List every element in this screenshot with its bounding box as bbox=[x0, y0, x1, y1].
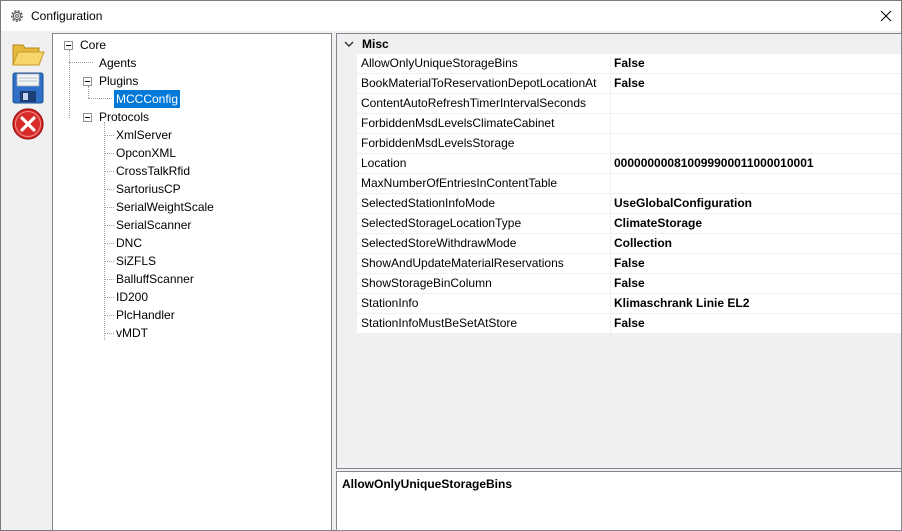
title-bar bbox=[1, 1, 901, 31]
property-row[interactable] bbox=[337, 214, 901, 234]
property-row[interactable] bbox=[337, 314, 901, 334]
open-button[interactable] bbox=[11, 39, 45, 71]
save-button[interactable] bbox=[11, 71, 45, 103]
row-gutter bbox=[337, 134, 357, 154]
property-row[interactable] bbox=[337, 274, 901, 294]
row-gutter bbox=[337, 94, 357, 114]
property-value[interactable]: False bbox=[611, 74, 901, 94]
row-gutter bbox=[337, 254, 357, 274]
row-gutter bbox=[337, 234, 357, 254]
collapse-icon[interactable] bbox=[83, 113, 92, 122]
property-name[interactable]: SelectedStoreWithdrawMode bbox=[357, 234, 611, 254]
property-value[interactable] bbox=[611, 174, 901, 194]
row-gutter bbox=[337, 194, 357, 214]
property-value[interactable]: False bbox=[611, 274, 901, 294]
description-title: AllowOnlyUniqueStorageBins bbox=[342, 477, 513, 491]
property-value[interactable]: False bbox=[611, 314, 901, 334]
property-name[interactable]: ForbiddenMsdLevelsStorage bbox=[357, 134, 611, 154]
property-row[interactable] bbox=[337, 234, 901, 254]
exit-button[interactable] bbox=[11, 107, 45, 139]
row-gutter bbox=[337, 314, 357, 334]
row-gutter bbox=[337, 54, 357, 74]
config-tree[interactable]: Core Agents Plugins MCCConfig Protocols XmlServer OpconXML CrossTalkRfid SartoriusCP SerialWeightScale SerialScanner DNC SiZFLS BalluffScanner ID200 PlcHandler vMDT bbox=[52, 33, 332, 531]
property-value[interactable]: Collection bbox=[611, 234, 901, 254]
property-row[interactable] bbox=[337, 74, 901, 94]
description-panel bbox=[336, 471, 902, 531]
close-button[interactable] bbox=[871, 1, 901, 31]
row-gutter bbox=[337, 294, 357, 314]
property-row[interactable] bbox=[337, 194, 901, 214]
property-value[interactable]: False bbox=[611, 254, 901, 274]
row-gutter bbox=[337, 214, 357, 234]
property-name[interactable]: ShowStorageBinColumn bbox=[357, 274, 611, 294]
floppy-disk-icon bbox=[11, 71, 45, 105]
toolbar bbox=[1, 31, 51, 531]
property-name[interactable]: ContentAutoRefreshTimerIntervalSeconds bbox=[357, 94, 611, 114]
property-row[interactable] bbox=[337, 154, 901, 174]
property-row[interactable] bbox=[337, 134, 901, 154]
property-row[interactable] bbox=[337, 114, 901, 134]
row-gutter bbox=[337, 114, 357, 134]
collapse-icon[interactable] bbox=[64, 41, 73, 50]
property-name[interactable]: StationInfo bbox=[357, 294, 611, 314]
category-label: Misc bbox=[362, 37, 389, 51]
property-value[interactable]: False bbox=[611, 54, 901, 74]
property-name[interactable]: StationInfoMustBeSetAtStore bbox=[357, 314, 611, 334]
property-name[interactable]: MaxNumberOfEntriesInContentTable bbox=[357, 174, 611, 194]
close-icon bbox=[871, 1, 901, 31]
row-gutter bbox=[337, 174, 357, 194]
property-value[interactable]: Klimaschrank Linie EL2 bbox=[611, 294, 901, 314]
property-row[interactable] bbox=[337, 54, 901, 74]
row-gutter bbox=[337, 274, 357, 294]
row-gutter bbox=[337, 74, 357, 94]
property-value[interactable] bbox=[611, 94, 901, 114]
property-name[interactable]: SelectedStorageLocationType bbox=[357, 214, 611, 234]
collapse-icon[interactable] bbox=[83, 77, 92, 86]
property-row[interactable] bbox=[337, 294, 901, 314]
chevron-down-icon[interactable] bbox=[343, 38, 355, 50]
property-name[interactable]: ShowAndUpdateMaterialReservations bbox=[357, 254, 611, 274]
gear-icon bbox=[9, 8, 25, 24]
row-gutter bbox=[337, 154, 357, 174]
property-value[interactable]: ClimateStorage bbox=[611, 214, 901, 234]
property-name[interactable]: ForbiddenMsdLevelsClimateCabinet bbox=[357, 114, 611, 134]
window-title: Configuration bbox=[31, 9, 103, 23]
property-name[interactable]: BookMaterialToReservationDepotLocationAt bbox=[357, 74, 611, 94]
property-grid[interactable] bbox=[336, 33, 902, 469]
red-x-circle-icon bbox=[11, 107, 45, 141]
property-name[interactable]: Location bbox=[357, 154, 611, 174]
property-value[interactable]: 000000000810099900011000010001 bbox=[611, 154, 901, 174]
property-value[interactable] bbox=[611, 114, 901, 134]
folder-open-icon bbox=[11, 39, 45, 71]
property-row[interactable] bbox=[337, 94, 901, 114]
category-misc[interactable] bbox=[337, 34, 901, 54]
property-row[interactable] bbox=[337, 254, 901, 274]
property-value[interactable] bbox=[611, 134, 901, 154]
property-name[interactable]: AllowOnlyUniqueStorageBins bbox=[357, 54, 611, 74]
property-name[interactable]: SelectedStationInfoMode bbox=[357, 194, 611, 214]
property-value[interactable]: UseGlobalConfiguration bbox=[611, 194, 901, 214]
property-row[interactable] bbox=[337, 174, 901, 194]
